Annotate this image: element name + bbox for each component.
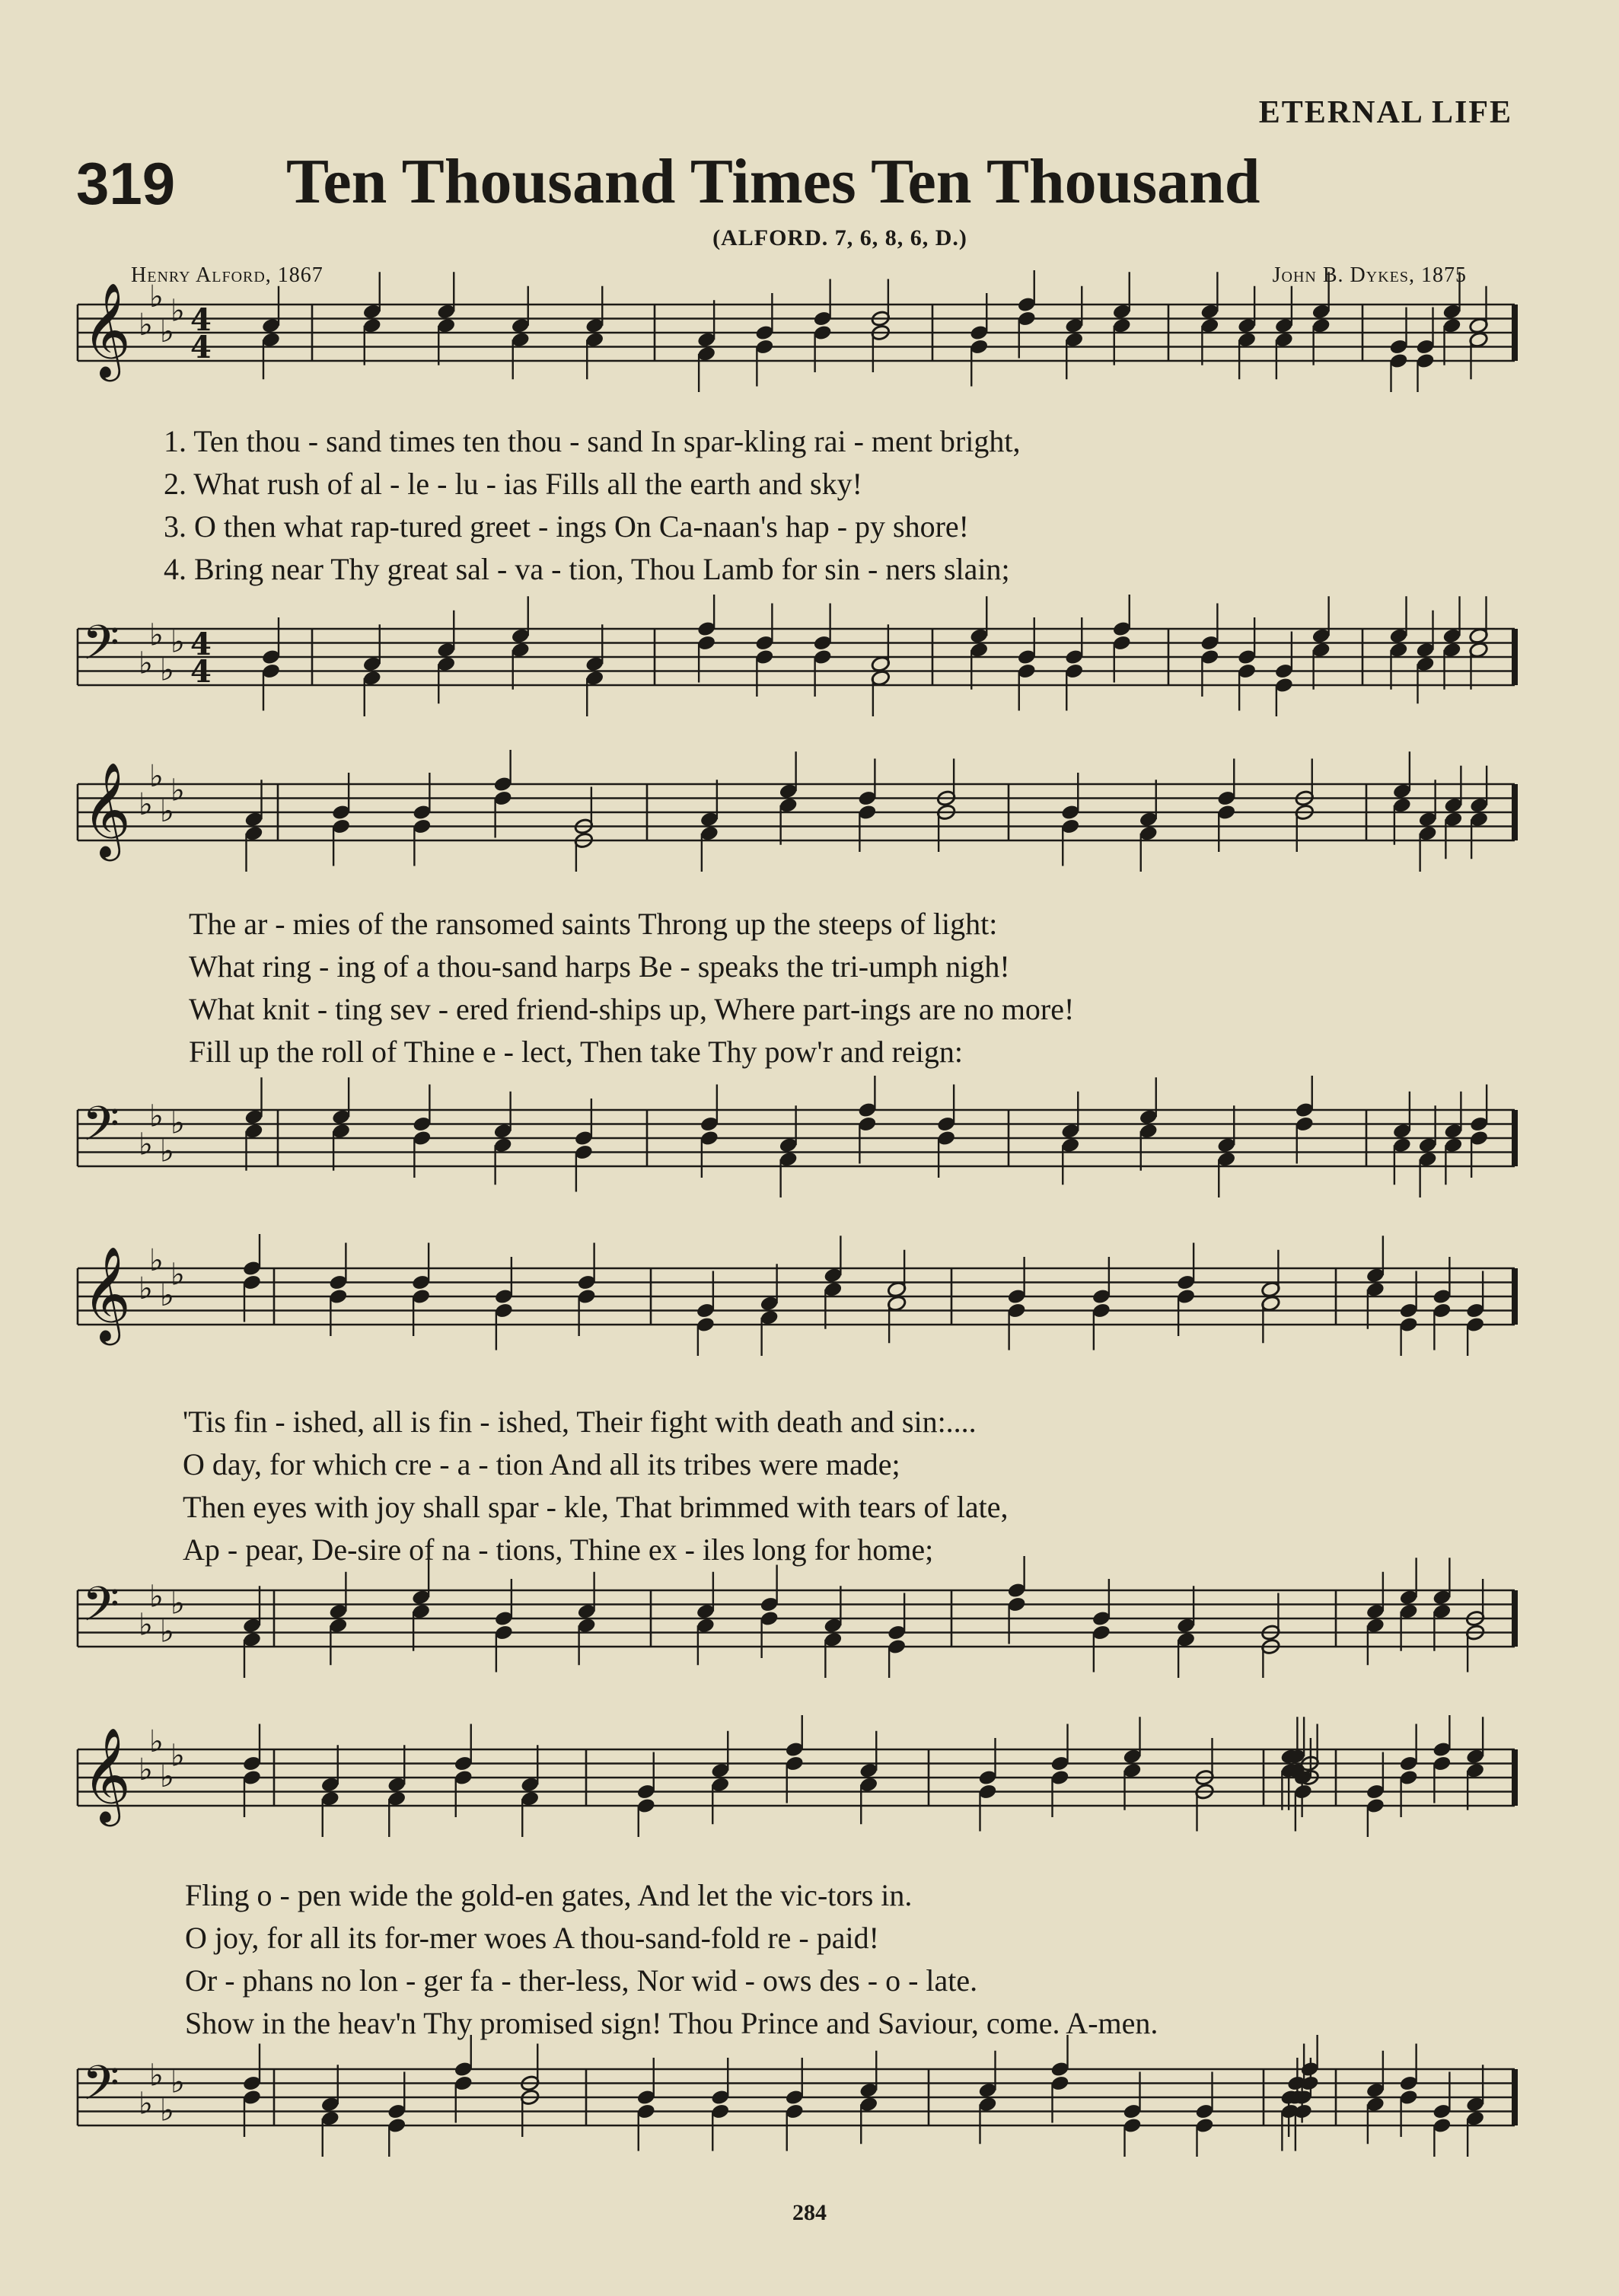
lyric-line: The ar - mies of the ransomed saints Throng up the steeps of light: [189,907,998,941]
bass-staff [0,595,1619,716]
flat-sign: ♭ [160,1134,174,1169]
flat-sign: ♭ [160,794,174,829]
flat-sign: ♭ [139,1607,153,1643]
flat-sign: ♭ [171,1257,185,1293]
bass-staff [0,1076,1619,1197]
flat-sign: ♭ [171,1105,185,1141]
flat-sign: ♭ [149,279,164,314]
lyric-line: 'Tis fin - ished, all is fin - ished, Their fight with death and sin:.... [183,1405,977,1439]
tune-name: (ALFORD. 7, 6, 8, 6, D.) [712,225,967,250]
flat-sign: ♭ [160,1614,174,1650]
lyric-line: 1. Ten thou - sand times ten thou - sand In spar-kling rai - ment bright, [164,424,1021,458]
flat-sign: ♭ [149,758,164,794]
flat-sign: ♭ [160,2093,174,2129]
treble-staff [0,270,1619,392]
bass-clef: 𝄢 [82,1095,120,1163]
flat-sign: ♭ [160,1278,174,1313]
flat-sign: ♭ [139,1127,153,1162]
treble-staff [0,1715,1619,1837]
flat-sign: ♭ [149,1242,164,1278]
page-number: 284 [792,2200,827,2225]
composer-credit: John B. Dykes, 1875 [1272,263,1467,287]
hymn-number: 319 [76,150,176,217]
flat-sign: ♭ [139,2086,153,2122]
bass-staff [0,1556,1619,1678]
flat-sign: ♭ [139,786,153,822]
lyric-line: 2. What rush of al - le - lu - ias Fills all the earth and sky! [164,467,862,501]
time-signature-digit: 4 [190,654,212,690]
flat-sign: ♭ [149,1724,164,1759]
flat-sign: ♭ [171,1738,185,1774]
treble-clef: 𝄞 [82,762,131,857]
flat-sign: ♭ [149,1579,164,1615]
bass-clef: 𝄢 [82,614,120,682]
lyric-line: Or - phans no lon - ger fa - ther-less, Nor wid - ows des - o - late. [185,1963,978,1998]
lyric-line: Then eyes with joy shall spar - kle, That brimmed with tears of late, [183,1490,1009,1524]
lyric-line: Ap - pear, De-sire of na - tions, Thine ex - iles long for home; [183,1532,934,1567]
hymn-title: Ten Thousand Times Ten Thousand [286,146,1260,217]
flat-sign: ♭ [171,2065,185,2100]
flat-sign: ♭ [171,293,185,329]
time-signature-digit: 4 [190,627,212,662]
lyric-line: 4. Bring near Thy great sal - va - tion, Thou Lamb for sin - ners slain; [164,552,1010,586]
flat-sign: ♭ [171,624,185,660]
section-heading: ETERNAL LIFE [1258,95,1512,130]
lyric-line: O joy, for all its for-mer woes A thou-sand-fold re - paid! [185,1921,879,1955]
lyric-line: What ring - ing of a thou-sand harps Be - speaks the tri-umph nigh! [189,949,1010,984]
treble-staff [0,750,1619,872]
treble-clef: 𝄞 [82,1727,131,1822]
flat-sign: ♭ [149,617,164,653]
lyric-line: What knit - ting sev - ered friend-ships up, Where part-ings are no more! [189,992,1075,1026]
flat-sign: ♭ [139,646,153,681]
author-credit: Henry Alford, 1867 [131,263,323,287]
lyric-line: Show in the heav'n Thy promised sign! Thou Prince and Saviour, come. A-men. [185,2006,1158,2040]
lyric-line: O day, for which cre - a - tion And all its tribes were made; [183,1447,900,1481]
flat-sign: ♭ [160,314,174,349]
time-signature-digit: 4 [190,302,212,338]
flat-sign: ♭ [171,773,185,808]
flat-sign: ♭ [160,1759,174,1794]
treble-clef: 𝄞 [82,282,131,378]
flat-sign: ♭ [139,1271,153,1306]
flat-sign: ♭ [149,1099,164,1134]
lyric-line: 3. O then what rap-tured greet - ings On Ca-naan's hap - py shore! [164,509,969,544]
bass-clef: 𝄢 [82,1576,120,1644]
time-signature-digit: 4 [190,330,212,365]
flat-sign: ♭ [139,307,153,343]
flat-sign: ♭ [139,1752,153,1787]
bass-staff [0,2035,1619,2157]
flat-sign: ♭ [171,1586,185,1622]
flat-sign: ♭ [149,2058,164,2094]
lyric-line: Fling o - pen wide the gold-en gates, And let the vic-tors in. [185,1878,913,1912]
lyric-line: Fill up the roll of Thine e - lect, Then take Thy pow'r and reign: [189,1035,963,1069]
bass-clef: 𝄢 [82,2055,120,2122]
flat-sign: ♭ [160,652,174,688]
treble-staff [0,1234,1619,1356]
treble-clef: 𝄞 [82,1246,131,1341]
